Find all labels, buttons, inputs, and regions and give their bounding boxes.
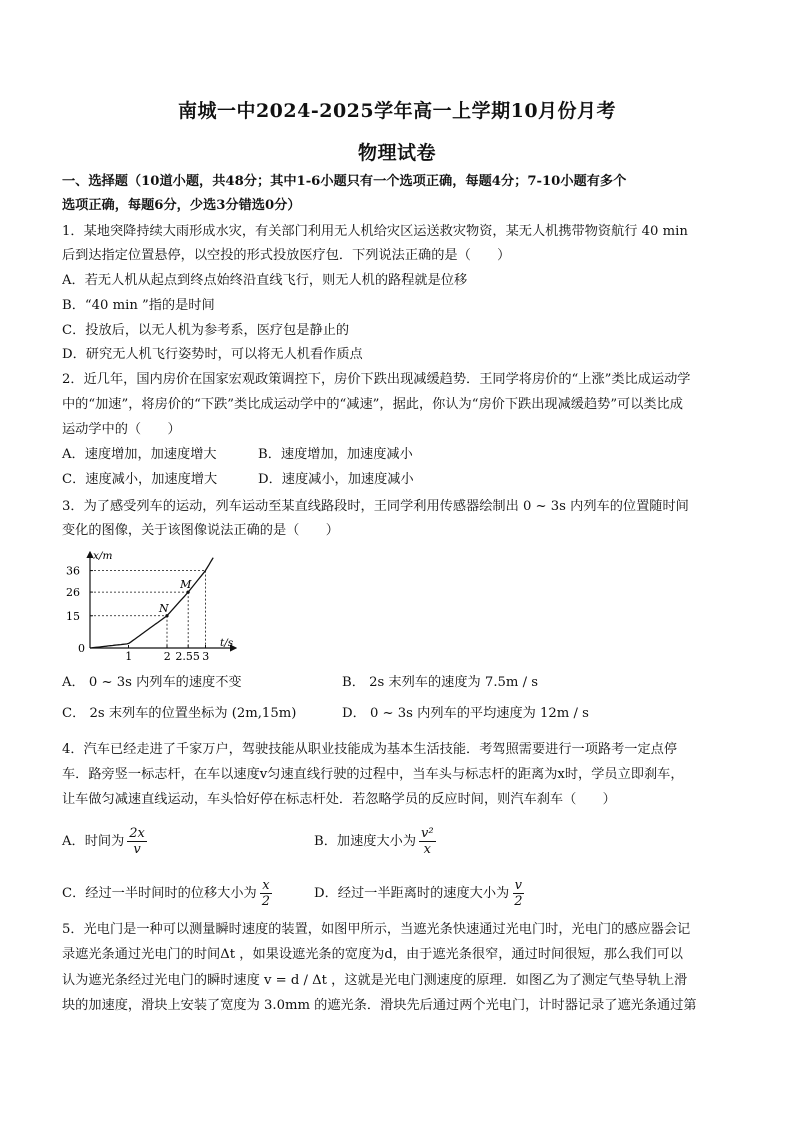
q3-stem-line2: 变化的图像，关于该图像说法正确的是（ ） [62, 523, 339, 538]
q4-option-c-text: C．经过一半时间时的位移大小为 [62, 886, 257, 901]
q4-option-b-fraction [419, 826, 436, 857]
q2-option-c: C．速度减小，加速度增大 [62, 472, 218, 487]
x-axis-label: t/s [220, 637, 234, 649]
q4-stem-line2: 车．路旁竖一标志杆，在车以速度v匀速直线行驶的过程中，当车头与标志杆的距离为x时，学员立即刹车， [62, 767, 684, 782]
q3-option-d: D． 0 ~ 3s 内列车的平均速度为 12m / s [342, 706, 589, 721]
q1-option-c: C．投放后，以无人机为参考系，医疗包是静止的 [62, 323, 350, 338]
position-time-graph [62, 548, 242, 664]
graph-points [158, 578, 192, 617]
q2-stem-line3: 运动学中的（ ） [62, 422, 181, 437]
q1-option-a: A．若无人机从起点到终点始终沿直线飞行，则无人机的路程就是位移 [62, 273, 468, 288]
q1-stem-line1: 1．某地突降持续大雨形成水灾，有关部门利用无人机给灾区运送救灾物资，某无人机携带物资航行 40 min [62, 224, 688, 239]
exam-subtitle: 物理试卷 [357, 142, 436, 164]
q3-option-b: B． 2s 末列车的速度为 7.5m / s [342, 675, 538, 690]
q2-option-d: D．速度减小，加速度减小 [258, 472, 414, 487]
q5-stem-line2: 录遮光条通过光电门的时间Δt ，如果设遮光条的宽度为d，由于遮光条很窄，通过时间很短，那么我们可以 [62, 947, 683, 962]
q2-option-a: A．速度增加，加速度增大 [62, 447, 217, 462]
q4-option-c [62, 878, 275, 909]
point-label-n: N [159, 601, 169, 615]
fraction-numerator: v² [421, 826, 434, 841]
q1-stem-line2: 后到达指定位置悬停，以空投的形式投放医疗包．下列说法正确的是（ ） [62, 248, 511, 263]
q2-stem-line2: 中的“加速”，将房价的“下跌”类比成运动学中的“减速”，据此，你认为“房价下跌出现减缓趋势”可以类比成 [62, 397, 683, 412]
x-tick-label: 2 [163, 650, 171, 663]
x-tick-label: 1 [125, 650, 133, 663]
fraction-numerator: v [514, 878, 523, 893]
q4-option-a-fraction [127, 826, 147, 857]
section-heading-line1: 一、选择题（10道小题，共48分；其中1-6小题只有一个选项正确，每题4分；7-10小题有多个 [62, 174, 627, 189]
fraction-numerator: 2x [129, 826, 145, 841]
fraction-denominator: 2 [261, 894, 270, 909]
q4-option-d [314, 878, 527, 909]
q4-option-a-text: A．时间为 [62, 834, 125, 849]
graph-curve [90, 558, 213, 648]
x-t-curve [90, 558, 213, 648]
graph-axes [90, 552, 236, 648]
q2-stem-line1: 2．近几年，国内房价在国家宏观政策调控下，房价下跌出现减缓趋势．王同学将房价的“上涨”类比成运动学 [62, 372, 691, 387]
x-tick-label: 2.55 [175, 650, 200, 663]
fraction-denominator: 2 [514, 894, 523, 909]
x-tick-label: 3 [202, 650, 210, 663]
q4-option-d-text: D．经过一半距离时的速度大小为 [314, 886, 510, 901]
q4-option-b [314, 826, 439, 857]
point-label-m: M [180, 578, 192, 592]
q5-stem-line1: 5．光电门是一种可以测量瞬时速度的装置，如图甲所示，当遮光条快速通过光电门时，光电门的感应器会记 [62, 922, 691, 937]
q5-stem-line3: 认为遮光条经过光电门的瞬时速度 v = d / Δt ，这就是光电门测速度的原理．如图乙为了测定气垫导轨上滑 [62, 973, 688, 988]
q4-stem-line1: 4．汽车已经走进了千家万户，驾驶技能从职业技能成为基本生活技能．考驾照需要进行一项路考一定点停 [62, 742, 678, 757]
q4-stem-line3: 让车做匀减速直线运动，车头恰好停在标志杆处．若忽略学员的反应时间，则汽车刹车（ ） [62, 792, 616, 807]
y-tick-label: 26 [66, 586, 80, 600]
q4-option-b-text: B．加速度大小为 [314, 834, 417, 849]
y-tick-label: 15 [66, 609, 80, 623]
graph-tick-labels [66, 550, 234, 663]
q3-option-a: A． 0 ~ 3s 内列车的速度不变 [62, 675, 242, 690]
q2-option-b: B．速度增加，加速度减小 [258, 447, 413, 462]
y-axis-label: x/m [93, 550, 113, 562]
q4-option-c-fraction [260, 878, 272, 909]
q3-option-c: C． 2s 末列车的位置坐标为 (2m,15m) [62, 706, 297, 721]
fraction-denominator: v [133, 842, 141, 857]
q3-stem-line1: 3．为了感受列车的运动，列车运动至某直线路段时，王同学利用传感器绘制出 0 ~ 3s 内列车的位置随时间 [62, 499, 689, 514]
origin-label: 0 [78, 642, 85, 655]
q4-option-d-fraction [512, 878, 524, 909]
q5-stem-line4: 块的加速度，滑块上安装了宽度为 3.0mm 的遮光条．滑块先后通过两个光电门，计时器记录了遮光条通过第 [62, 998, 697, 1013]
q1-option-b: B．“40 min ”指的是时间 [62, 298, 215, 313]
section-heading-line2: 选项正确，每题6分，少选3分错选0分） [62, 198, 301, 213]
fraction-numerator: x [262, 878, 270, 893]
q1-option-d: D．研究无人机飞行姿势时，可以将无人机看作质点 [62, 347, 363, 362]
q4-option-a [62, 826, 150, 857]
fraction-denominator: x [423, 842, 431, 857]
exam-title: 南城一中2024-2025学年高一上学期10月份月考 [177, 100, 617, 122]
y-tick-label: 36 [66, 564, 80, 578]
